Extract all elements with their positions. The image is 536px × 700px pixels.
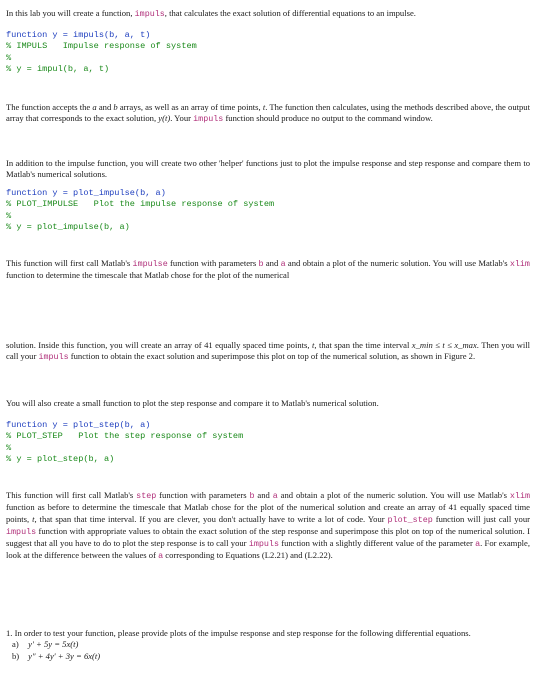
intro-text-end: , that calculates the exact solution of differential equations to an impulse. bbox=[164, 8, 416, 18]
text: corresponding to Equations (L2.21) and (L2.22). bbox=[163, 550, 333, 561]
var-a: a bbox=[92, 102, 97, 112]
code-line: function y = impuls(b, a, t) bbox=[6, 30, 151, 40]
inline-code-b: b bbox=[258, 259, 264, 269]
intro-paragraph bbox=[6, 8, 530, 20]
var-y-of-t: y(t) bbox=[158, 113, 171, 124]
text: , that span the time interval bbox=[314, 340, 412, 350]
text: function as before to determine the timescale that Matlab chose for the plot of the numerical solution and create an array of 41 equally spaced time points, bbox=[6, 502, 530, 524]
list-item bbox=[6, 639, 530, 650]
helper-functions-paragraph: In addition to the impulse function, you will create two other 'helper' functions just to plot the impulse response and step response and compare them to Matlab's numerical solutions. bbox=[6, 158, 530, 180]
inline-code-a: a bbox=[280, 259, 286, 269]
code-comment: % y = impul(b, a, t) bbox=[6, 64, 110, 75]
text: This function will first call Matlab's bbox=[6, 490, 137, 500]
text: The function accepts the bbox=[6, 102, 93, 112]
item-label: b) bbox=[12, 650, 20, 661]
code-line: function y = plot_impulse(b, a) bbox=[6, 188, 166, 198]
code-comment: % y = plot_impulse(b, a) bbox=[6, 222, 130, 233]
interval-expression: x_min ≤ t ≤ x_max bbox=[411, 340, 477, 350]
code-comment: % PLOT_STEP Plot the step response of system bbox=[6, 431, 244, 442]
text: function with parameters bbox=[156, 490, 250, 500]
step-intro-paragraph: You will also create a small function to plot the step response and compare it to Matlab's numerical solution. bbox=[6, 398, 379, 408]
inline-code-impuls: impuls bbox=[193, 114, 224, 125]
inline-code-impuls: impuls bbox=[134, 9, 165, 19]
inline-code-b: b bbox=[249, 491, 255, 501]
inline-code-impuls: impuls bbox=[248, 539, 279, 550]
item-label: a) bbox=[12, 639, 19, 650]
text: and bbox=[263, 258, 281, 268]
plot-step-description bbox=[6, 490, 530, 563]
text: . Your bbox=[170, 113, 194, 124]
var-t: t bbox=[311, 340, 315, 350]
inline-code-impulse: impulse bbox=[132, 259, 168, 269]
impuls-description bbox=[6, 102, 530, 126]
text: . Then you will call your bbox=[6, 340, 530, 362]
equation: y″ + 4y′ + 3y = 6x(t) bbox=[28, 650, 101, 661]
inline-code-impuls: impuls bbox=[38, 352, 69, 363]
inline-code-a: a bbox=[475, 539, 481, 550]
equation: y′ + 5y = 5x(t) bbox=[28, 639, 79, 650]
question-text: 1. In order to test your function, please provide plots of the impulse response and step response for the following differential equations. bbox=[6, 628, 471, 638]
text: solution. Inside this function, you will create an array of 41 equally spaced time points, bbox=[6, 340, 312, 350]
text: arrays, as well as an array of time points, bbox=[117, 102, 263, 112]
text: function will just call your bbox=[432, 513, 530, 524]
inline-code-impuls: impuls bbox=[6, 526, 37, 537]
text: function with a slightly different value of the parameter bbox=[278, 538, 476, 549]
text: . The function then calculates, using the methods described above, the output array that corresponds to the exact solution, bbox=[6, 102, 530, 124]
inline-code-step: step bbox=[136, 491, 157, 501]
inline-code-xlim: xlim bbox=[509, 259, 530, 269]
text: and bbox=[254, 490, 273, 500]
code-comment: % PLOT_IMPULSE Plot the impulse response of system bbox=[6, 199, 275, 210]
text: function with parameters bbox=[167, 258, 259, 268]
text: function should produce no output to the command window. bbox=[223, 113, 433, 124]
text: function to determine the timescale that Matlab chose for the plot of the numerical bbox=[6, 270, 290, 281]
code-comment: % bbox=[6, 442, 12, 453]
text: . For example, look at the difference between the values of bbox=[6, 538, 530, 561]
code-line: function y = plot_step(b, a) bbox=[6, 420, 151, 430]
var-b: b bbox=[113, 102, 118, 112]
inline-code-plot-step: plot_step bbox=[387, 514, 433, 525]
text: and obtain a plot of the numeric solution. You will use Matlab's bbox=[285, 258, 510, 268]
text: This function will first call Matlab's bbox=[6, 258, 133, 268]
solution-paragraph bbox=[6, 340, 530, 364]
list-item bbox=[6, 651, 530, 662]
text: and bbox=[96, 102, 114, 112]
var-t: t bbox=[32, 513, 35, 524]
code-comment: % bbox=[6, 210, 12, 221]
code-block-plot-step bbox=[6, 420, 530, 466]
code-block-plot-impulse bbox=[6, 188, 530, 234]
code-block-impuls bbox=[6, 30, 530, 76]
plot-impulse-description bbox=[6, 258, 530, 282]
code-comment: % IMPULS Impulse response of system bbox=[6, 41, 197, 52]
text: function to obtain the exact solution and superimpose this plot on top of the numerical solution, as shown in Figure 2. bbox=[68, 351, 476, 362]
inline-code-a: a bbox=[272, 491, 278, 501]
text: function with appropriate values to obtain the exact solution of the step response and superimpose this plot on top of the numerical solution. I suggest that all you have to do to plot the step response is to call your bbox=[6, 525, 530, 549]
code-comment: % bbox=[6, 52, 12, 63]
text: , that span that time interval. If you are clever, you don't actually have to write a lot of code. Your bbox=[34, 513, 388, 524]
var-t: t bbox=[262, 102, 266, 112]
intro-text: In this lab you will create a function, bbox=[6, 8, 135, 18]
inline-code-xlim: xlim bbox=[509, 491, 530, 501]
text: and obtain a plot of the numeric solution. You will use Matlab's bbox=[277, 490, 510, 500]
code-comment: % y = plot_step(b, a) bbox=[6, 454, 115, 465]
inline-code-a: a bbox=[158, 551, 164, 562]
question-block bbox=[6, 628, 530, 662]
